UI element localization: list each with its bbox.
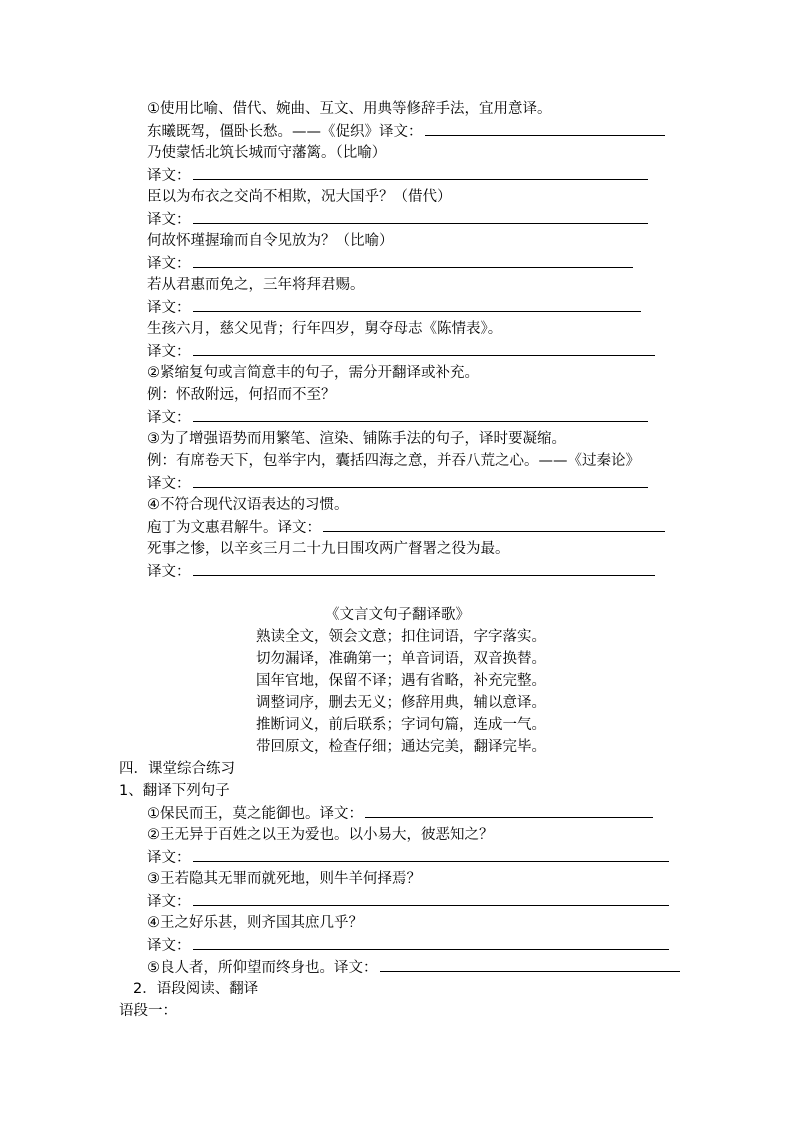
- tip-modern-habit: ④不符合现代汉语表达的习惯。: [147, 497, 349, 513]
- song-line: 推断词义，前后联系；字词句篇，连成一气。: [256, 717, 546, 733]
- tip-compress: ②紧缩复句或言简意丰的句子，需分开翻译或补充。: [147, 365, 479, 381]
- question-item: ②王无异于百姓之以王为爱也。以小易大，彼恶知之？: [147, 827, 494, 843]
- example-guoqinlun: 例：有席卷天下，包举宇内，囊括四海之意，并吞八荒之心。——《过秦论》: [147, 453, 640, 469]
- example-cuzhi: 东曦既驾，僵卧长愁。——《促织》译文：: [147, 120, 665, 142]
- answer-blank[interactable]: [193, 934, 669, 950]
- answer-blank[interactable]: [193, 164, 648, 180]
- question-heading: 2．语段阅读、翻译: [133, 981, 259, 997]
- example-huaijin: 何故怀瑾握瑜而自令见放为？（比喻）: [147, 233, 394, 249]
- example-buyi: 臣以为布衣之交尚不相欺，况大国乎？（借代）: [147, 189, 452, 205]
- answer-blank[interactable]: [193, 406, 648, 422]
- answer-blank[interactable]: [193, 472, 648, 488]
- translation-line: 译文：: [147, 890, 669, 912]
- answer-blank[interactable]: [365, 802, 653, 818]
- answer-blank[interactable]: [323, 516, 665, 532]
- answer-blank[interactable]: [193, 340, 655, 356]
- answer-blank[interactable]: [193, 252, 633, 268]
- tip-condense: ③为了增强语势而用繁笔、渲染、铺陈手法的句子，译时要凝缩。: [147, 431, 566, 447]
- answer-blank[interactable]: [425, 120, 665, 136]
- example-paoding: 庖丁为文惠君解牛。译文：: [147, 516, 665, 538]
- answer-blank[interactable]: [193, 890, 669, 906]
- song-title: 《文言文句子翻译歌》: [325, 607, 470, 623]
- example-huaidi: 例：怀敌附远，何招而不至？: [147, 387, 336, 403]
- example-xinhai: 死事之惨，以辛亥三月二十九日围攻两广督署之役为最。: [147, 541, 510, 557]
- question-heading: 1、翻译下列句子: [119, 783, 230, 799]
- translation-line: 译文：: [147, 296, 641, 318]
- tip-rhetoric: ①使用比喻、借代、婉曲、互文、用典等修辞手法，宜用意译。: [147, 101, 552, 117]
- translation-line: 译文：: [147, 934, 669, 956]
- question-item: ①保民而王，莫之能御也。译文：: [147, 802, 653, 824]
- song-line: 切勿漏译，准确第一；单音词语，双音换替。: [256, 651, 546, 667]
- translation-line: 译文：: [147, 472, 648, 494]
- answer-blank[interactable]: [380, 956, 680, 972]
- answer-blank[interactable]: [193, 208, 648, 224]
- answer-blank[interactable]: [193, 846, 669, 862]
- question-item: ⑤良人者，所仰望而终身也。译文：: [147, 956, 680, 978]
- paragraph-label: 语段一：: [119, 1003, 177, 1019]
- translation-line: 译文：: [147, 560, 655, 582]
- answer-blank[interactable]: [193, 296, 641, 312]
- answer-blank[interactable]: [193, 560, 655, 576]
- question-item: ③王若隐其无罪而就死地，则牛羊何择焉？: [147, 871, 421, 887]
- question-item: ④王之好乐甚，则齐国其庶几乎？: [147, 915, 363, 931]
- translation-line: 译文：: [147, 252, 633, 274]
- translation-line: 译文：: [147, 208, 648, 230]
- song-line: 调整词序，删去无义；修辞用典，辅以意译。: [256, 695, 546, 711]
- section-heading: 四．课堂综合练习: [119, 761, 235, 777]
- example-junhui: 若从君惠而免之，三年将拜君赐。: [147, 277, 365, 293]
- translation-line: 译文：: [147, 340, 655, 362]
- translation-line: 译文：: [147, 164, 648, 186]
- example-mengtian: 乃使蒙恬北筑长城而守藩篱。（比喻）: [147, 145, 387, 161]
- song-line: 熟读全文，领会文意；扣住词语，字字落实。: [256, 629, 546, 645]
- song-line: 国年官地，保留不译；遇有省略，补充完整。: [256, 673, 546, 689]
- translation-line: 译文：: [147, 406, 648, 428]
- song-line: 带回原文，检查仔细；通达完美，翻译完毕。: [256, 739, 546, 755]
- example-chenqingbiao: 生孩六月，慈父见背；行年四岁，舅夺母志《陈情表》。: [147, 321, 503, 337]
- translation-line: 译文：: [147, 846, 669, 868]
